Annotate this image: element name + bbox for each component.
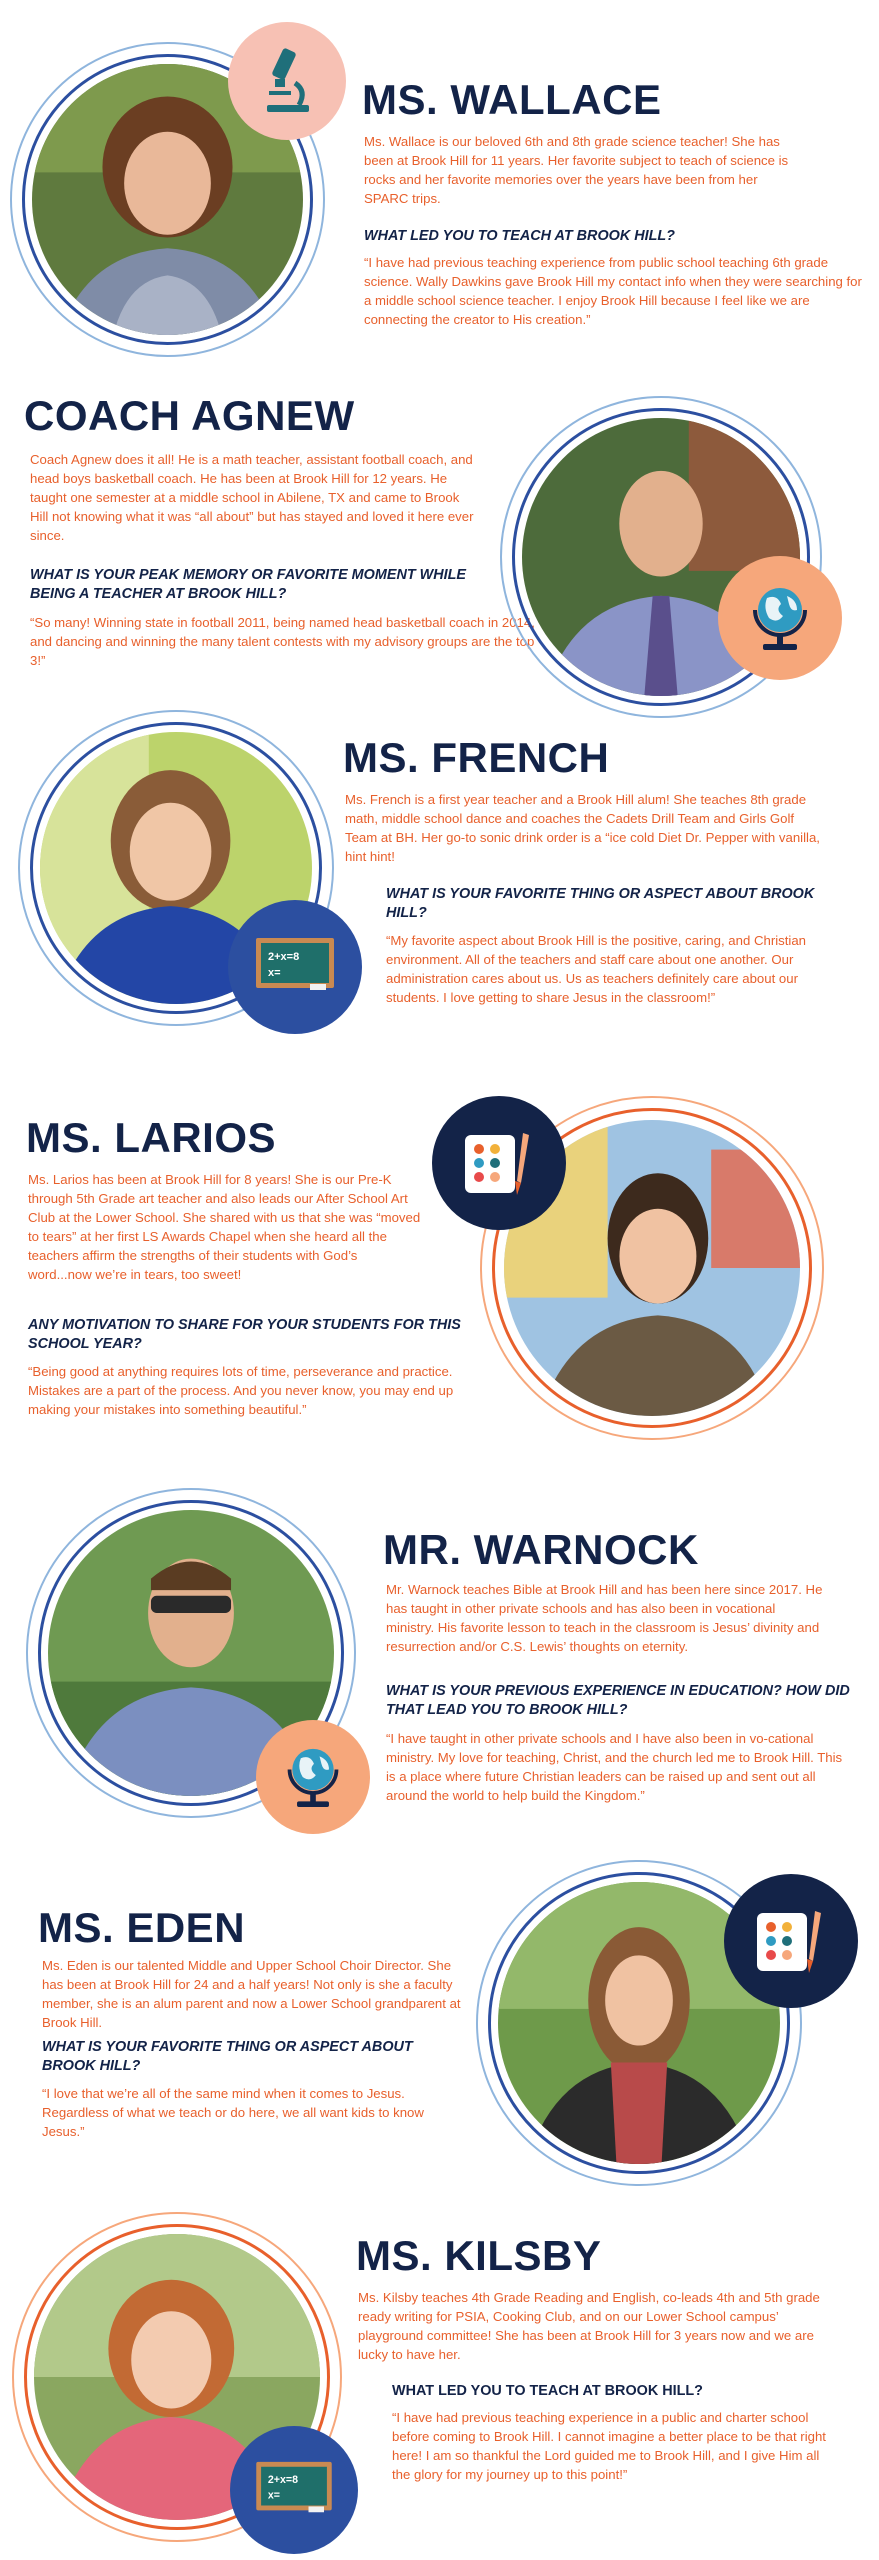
teacher-question: WHAT IS YOUR FAVORITE THING OR ASPECT ABOUT BROOK HILL? — [386, 886, 815, 921]
globe-icon — [718, 556, 842, 680]
svg-text:x=: x= — [267, 2489, 280, 2502]
teacher-question: WHAT IS YOUR PREVIOUS EXPERIENCE IN EDUCATION? HOW DID THAT LEAD YOU TO BROOK HILL? — [386, 1683, 850, 1718]
teacher-section-french — [0, 700, 879, 1040]
teacher-section-wallace — [0, 0, 879, 380]
teacher-name: MR. WARNOCK — [383, 1526, 699, 1573]
teacher-bio: Ms. French is a first year teacher and a Brook Hill alum! She teaches 8th grade math, middle school dance and coaches the Cadets Drill Team and Girls Golf Team at BH. Her go-to sonic drink order is a “ice cold Diet Dr. Pepper with vanilla, hint hint! — [345, 792, 820, 864]
teacher-name: MS. KILSBY — [356, 2232, 602, 2279]
teacher-question: ANY MOTIVATION TO SHARE FOR YOUR STUDENTS FOR THIS SCHOOL YEAR? — [28, 1317, 461, 1352]
teacher-answer: “So many! Winning state in football 2011, being named head basketball coach in 2014, and dancing and winning the many talent contests with my advisory groups are the top 3!” — [30, 615, 535, 668]
teacher-answer: “Being good at anything requires lots of time, perseverance and practice. Mistakes are a part of the process. And you never know, you may end up making your mistakes into something beautiful.” — [28, 1364, 454, 1417]
teacher-name: MS. LARIOS — [26, 1114, 277, 1161]
teacher-bio: Ms. Larios has been at Brook Hill for 8 years! She is our Pre-K through 5th Grade art teacher and also leads our After School Art Club at the Lower School. She shared with us that she was “moved to tears” at her first LS Awards Chapel when she heard all the teachers affirm the strengths of their students with God’s word...now we’re in tears, too sweet! — [28, 1172, 421, 1282]
teacher-section-larios — [0, 1040, 879, 1460]
teacher-answer: “I have had previous teaching experience in a public and charter school before coming to Brook Hill. I cannot imagine a better place to be that right here! I am so thankful the Lord guided me to Brook Hill, and I give Him all the glory for my journey up to this point!” — [392, 2410, 826, 2482]
teacher-bio: Ms. Wallace is our beloved 6th and 8th grade science teacher! She has been at Brook Hill for 11 years. Her favorite subject to teach of science is rocks and her favorite memories over the years have been from her SPARC trips. — [364, 134, 789, 206]
teacher-answer: “I love that we’re all of the same mind when it comes to Jesus. Regardless of what we teach or do here, we all want kids to know Jesus.” — [42, 2086, 424, 2139]
teacher-section-eden — [0, 1860, 879, 2190]
teacher-name: MS. FRENCH — [343, 734, 610, 781]
microscope-icon — [228, 22, 346, 140]
chalkboard-icon — [228, 900, 362, 1034]
teacher-bio: Coach Agnew does it all! He is a math teacher, assistant football coach, and head boys basketball coach. He has been at Brook Hill for 12 years. He taught one semester at a middle school in Abilene, TX and came to Brook Hill not knowing what it was “all about” but has stayed and loved it here ever since. — [30, 452, 474, 543]
teacher-name: MS. EDEN — [38, 1904, 246, 1951]
teacher-section-warnock — [0, 1460, 879, 1860]
svg-text:x=: x= — [268, 967, 281, 979]
paint-palette-icon — [432, 1096, 566, 1230]
teacher-name: COACH AGNEW — [24, 392, 355, 439]
teacher-name: MS. WALLACE — [362, 76, 662, 123]
teacher-answer: “I have taught in other private schools and I have also been in vo-cational ministry. My love for teaching, Christ, and the church led me to Brook Hill. This is a place where future Christian leaders can be raised up and sent out all around the world to help build the Kingdom.” — [386, 1731, 843, 1803]
chalkboard-icon — [230, 2426, 358, 2554]
teacher-section-kilsby — [0, 2190, 879, 2560]
teacher-section-agnew — [0, 380, 879, 700]
svg-text:2+x=8: 2+x=8 — [268, 951, 300, 963]
teacher-bio: Ms. Kilsby teaches 4th Grade Reading and English, co-leads 4th and 5th grade ready writing for PSIA, Cooking Club, and on our Lower School campus’ playground committee! She has been at Brook Hill for 3 years now and we are lucky to have her. — [358, 2290, 820, 2362]
teacher-answer: “I have had previous teaching experience from public school teaching 6th grade science. Wally Dawkins gave Brook Hill my contact info when they were searching for a middle school science teacher. I enjoy Brook Hill because I feel like we are connecting the creator to His creation.” — [364, 255, 862, 327]
teacher-question: WHAT IS YOUR PEAK MEMORY OR FAVORITE MOMENT WHILE BEING A TEACHER AT BROOK HILL? — [30, 567, 466, 602]
teacher-bio: Ms. Eden is our talented Middle and Upper School Choir Director. She has been at Brook Hill for 24 and a half years! Not only is she a faculty member, she is an alum parent and now a Lower School grandparent at Brook Hill. — [42, 1958, 461, 2030]
svg-text:2+x=8: 2+x=8 — [267, 2474, 299, 2487]
paint-palette-icon — [724, 1874, 858, 2008]
teacher-answer: “My favorite aspect about Brook Hill is the positive, caring, and Christian environment. All of the teachers and staff care about one another. Our administration cares about us. Us as teachers definitely care about our students. I love getting to share Jesus in the classroom!” — [386, 933, 806, 1005]
teacher-question: WHAT LED YOU TO TEACH AT BROOK HILL? — [364, 228, 675, 244]
teacher-bio: Mr. Warnock teaches Bible at Brook Hill and has been here since 2017. He has taught in other private schools and has also been in vocational ministry. His favorite lesson to teach in the classroom is Jesus’ divinity and resurrection and/or C.S. Lewis’ thoughts on eternity. — [386, 1582, 823, 1654]
teacher-question: WHAT IS YOUR FAVORITE THING OR ASPECT ABOUT BROOK HILL? — [42, 2039, 413, 2074]
globe-icon — [256, 1720, 370, 1834]
teacher-question: WHAT LED YOU TO TEACH AT BROOK HILL? — [392, 2383, 703, 2399]
